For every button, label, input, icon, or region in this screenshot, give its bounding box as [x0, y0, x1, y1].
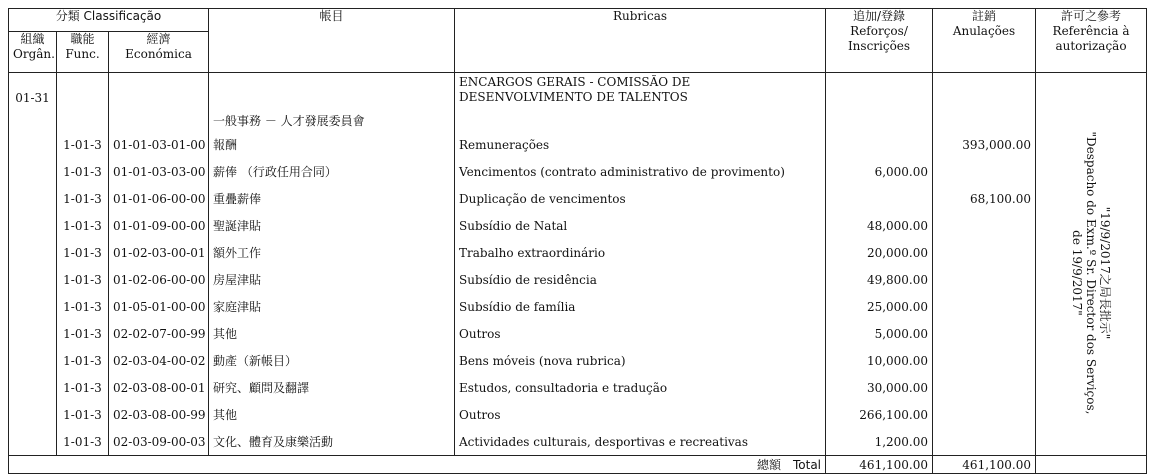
reinforcements-header: 追加/登錄 Reforços/ Inscrições	[826, 9, 933, 73]
organic-code	[9, 428, 57, 456]
rubric-pt: ENCARGOS GERAIS - COMISSÃO DE DESENVOLVIMENTO DE TALENTOS	[455, 73, 826, 132]
reinforcement-amount: 30,000.00	[826, 374, 933, 401]
organic-code	[9, 374, 57, 401]
functional-code: 1-01-3	[57, 401, 109, 428]
cancellation-amount: 393,000.00	[933, 131, 1036, 158]
authorization-header: 許可之參考 Referência à autorização	[1036, 9, 1147, 73]
item-zh: 研究、顧問及翻譯	[209, 374, 455, 401]
items-header: 帳目	[209, 9, 455, 73]
organic-code	[9, 293, 57, 320]
functional-code: 1-01-3	[57, 293, 109, 320]
reinforcement-amount: 20,000.00	[826, 239, 933, 266]
table-row	[9, 293, 1147, 320]
economic-code: 01-01-06-00-00	[109, 185, 209, 212]
organic-code	[9, 185, 57, 212]
functional-code: 1-01-3	[57, 131, 109, 158]
rubric-pt: Outros	[455, 320, 826, 347]
functional-code: 1-01-3	[57, 158, 109, 185]
total-label: 總額 Total	[455, 456, 826, 474]
functional-header: 職能 Func.	[57, 32, 109, 73]
reinforcement-amount	[826, 185, 933, 212]
functional-code: 1-01-3	[57, 428, 109, 456]
item-zh: 其他	[209, 401, 455, 428]
table-row	[9, 73, 1147, 132]
economic-code: 01-05-01-00-00	[109, 293, 209, 320]
cancellation-amount	[933, 401, 1036, 428]
organic-code	[9, 266, 57, 293]
rubric-pt: Vencimentos (contrato administrativo de provimento)	[455, 158, 826, 185]
classification-header: 分類 Classificação	[9, 9, 209, 32]
economic-code: 01-01-09-00-00	[109, 212, 209, 239]
item-zh: 一般事務 － 人才發展委員會	[209, 73, 455, 132]
reinforcement-amount: 25,000.00	[826, 293, 933, 320]
total-cancellations: 461,100.00	[933, 456, 1036, 474]
cancellation-amount	[933, 212, 1036, 239]
cancellation-amount	[933, 158, 1036, 185]
reinforcement-amount: 49,800.00	[826, 266, 933, 293]
functional-code: 1-01-3	[57, 320, 109, 347]
functional-code: 1-01-3	[57, 374, 109, 401]
item-zh: 重疊薪俸	[209, 185, 455, 212]
item-zh: 文化、體育及康樂活動	[209, 428, 455, 456]
cancellation-amount	[933, 374, 1036, 401]
table-row	[9, 374, 1147, 401]
table-row	[9, 347, 1147, 374]
organic-code: 01-31	[9, 73, 57, 132]
economic-code: 02-03-08-00-01	[109, 374, 209, 401]
functional-code: 1-01-3	[57, 239, 109, 266]
cancellation-amount	[933, 239, 1036, 266]
organic-code	[9, 212, 57, 239]
rubric-pt: Outros	[455, 401, 826, 428]
cancellation-amount	[933, 266, 1036, 293]
table-row	[9, 131, 1147, 158]
functional-code: 1-01-3	[57, 212, 109, 239]
item-zh: 其他	[209, 320, 455, 347]
cancellations-header: 註銷 Anulações	[933, 9, 1036, 73]
table-row	[9, 158, 1147, 185]
reinforcement-amount: 6,000.00	[826, 158, 933, 185]
reinforcement-amount: 1,200.00	[826, 428, 933, 456]
rubric-pt: Bens móveis (nova rubrica)	[455, 347, 826, 374]
organic-code	[9, 401, 57, 428]
reinforcement-amount: 266,100.00	[826, 401, 933, 428]
cancellation-amount	[933, 428, 1036, 456]
cancellation-amount	[933, 347, 1036, 374]
functional-code: 1-01-3	[57, 347, 109, 374]
rubrics-header: Rubricas	[455, 9, 826, 73]
item-zh: 報酬	[209, 131, 455, 158]
authorization-cell	[1036, 73, 1147, 456]
organic-code	[9, 347, 57, 374]
total-reinforcements: 461,100.00	[826, 456, 933, 474]
economic-code: 02-03-04-00-02	[109, 347, 209, 374]
cancellation-amount	[933, 293, 1036, 320]
organic-code	[9, 158, 57, 185]
table-row	[9, 185, 1147, 212]
organic-code	[9, 320, 57, 347]
economic-code: 01-01-03-01-00	[109, 131, 209, 158]
reinforcement-amount	[826, 131, 933, 158]
cancellation-amount: 68,100.00	[933, 185, 1036, 212]
rubric-pt: Subsídio de Natal	[455, 212, 826, 239]
item-zh: 薪俸 （行政任用合同）	[209, 158, 455, 185]
table-row	[9, 212, 1147, 239]
economic-header: 經濟 Económica	[109, 32, 209, 73]
rubric-pt: Remunerações	[455, 131, 826, 158]
rubric-pt: Duplicação de vencimentos	[455, 185, 826, 212]
functional-code: 1-01-3	[57, 185, 109, 212]
item-zh: 聖誕津貼	[209, 212, 455, 239]
organic-code	[9, 239, 57, 266]
table-row	[9, 428, 1147, 456]
economic-code: 01-01-03-03-00	[109, 158, 209, 185]
item-zh: 動產（新帳目）	[209, 347, 455, 374]
table-row	[9, 239, 1147, 266]
organic-header: 組織 Orgân.	[9, 32, 57, 73]
authorization-reference: "19/9/2017之局長批示" "Despacho do Exm.º Sr. Director dos Serviços, de 19/9/2017"	[1070, 131, 1113, 415]
functional-code: 1-01-3	[57, 266, 109, 293]
item-zh: 房屋津貼	[209, 266, 455, 293]
table-row	[9, 266, 1147, 293]
economic-code: 02-03-09-00-03	[109, 428, 209, 456]
organic-code	[9, 131, 57, 158]
reinforcement-amount: 48,000.00	[826, 212, 933, 239]
rubric-pt: Subsídio de residência	[455, 266, 826, 293]
reinforcement-amount: 5,000.00	[826, 320, 933, 347]
economic-code: 01-02-03-00-01	[109, 239, 209, 266]
budget-table	[8, 8, 1147, 474]
item-zh: 額外工作	[209, 239, 455, 266]
economic-code: 01-02-06-00-00	[109, 266, 209, 293]
economic-code: 02-03-08-00-99	[109, 401, 209, 428]
rubric-pt: Subsídio de família	[455, 293, 826, 320]
item-zh: 家庭津貼	[209, 293, 455, 320]
cancellation-amount	[933, 320, 1036, 347]
table-row	[9, 401, 1147, 428]
rubric-pt: Estudos, consultadoria e tradução	[455, 374, 826, 401]
rubric-pt: Actividades culturais, desportivas e recreativas	[455, 428, 826, 456]
reinforcement-amount: 10,000.00	[826, 347, 933, 374]
table-row	[9, 320, 1147, 347]
rubric-pt: Trabalho extraordinário	[455, 239, 826, 266]
total-row	[9, 456, 1147, 474]
economic-code: 02-02-07-00-99	[109, 320, 209, 347]
